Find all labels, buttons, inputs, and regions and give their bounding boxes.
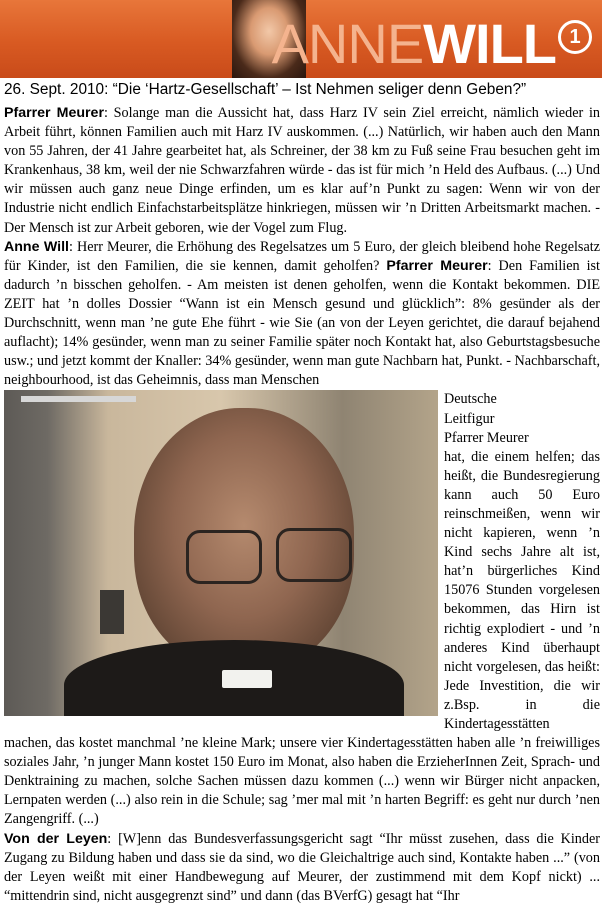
- speaker-label: Anne Will: [4, 238, 69, 255]
- page-title: 26. Sept. 2010: “Die ‘Hartz-Gesellschaft’ – Ist Nehmen seliger denn Geben?”: [4, 81, 527, 98]
- show-logo: ANNEWILL: [271, 12, 556, 75]
- paragraph-text: : Den Familien ist dadurch ’n bisschen geholfen. - Am meisten ist denen geholfen, wenn die Kontakt bekommen. DIE ZEIT hat ’n dolles Dossier “Wann ist ein Mensch gesund und glücklich”: 8% gesünder als der Durchschnitt, wenn man ’ne gute Ehe führt - wie Sie (an von der Leyen gerichtet, die darauf bejahend auflacht); 14% gesünder, wenn man zu seiner Familie später noch Kontakt hat, also Geburtstagsbesuche usw.; und jetzt kommt der Knaller: 34% gesünder, wenn man gute Nachbarn hat, Punkt. - Nachbarschaft, neighbourhood, ist das Geheimnis, dass man Menschen: [4, 257, 600, 389]
- photo-caption: [21, 396, 136, 402]
- speaker-label: Von der Leyen: [4, 830, 108, 847]
- paragraph-meurer-1: [4, 104, 600, 238]
- paragraph-leyen: [4, 830, 600, 906]
- paragraph-text: : Herr Meurer, die Erhöhung des Regelsatzes um 5 Euro, der gleich bleibend hohe Regelsatz für Kinder, ist den Familien, die sie kennen, damit geholfen?: [4, 238, 600, 274]
- photo-glasses: [276, 528, 352, 582]
- photo-clerical-collar: [222, 670, 272, 688]
- paragraph-will: [4, 238, 600, 391]
- paragraph-text: : Solange man die Aussicht hat, dass Harz IV sein Ziel erreicht, nämlich wieder in Arbeit führt, können Familien auch mit Harz IV auskommen. (...) Natürlich, wir haben auch den Mann von 55 Jahren, der 41 Jahre gearbeitet hat, als Schreiner, der 38 km zu Fuß seine Frau besuchen geht im Krankenhaus, 38 km, weil der nie Schwarzfahren würde - das ist für mich ’n Held des Aufbaus. (...) Und wir müssen auch ganz neue Dinge erfinden, um es klar auf’n Punkt zu sagen: Wenn wir von der Industrie nicht endlich Einfachstarbeitsplätze hinkriegen, müssen wir ’n Dritten Arbeitsmarkt machen. - Der Mensch ist zur Arbeit geboren, wie der Vogel zum Flug.: [4, 105, 600, 236]
- show-banner: [0, 0, 602, 78]
- portrait-photo: [4, 390, 438, 716]
- channel-logo-icon: 1: [558, 20, 592, 54]
- transcript-body: Pfarrer Meurer: Solange man die Aussicht hat, dass Harz IV sein Ziel erreicht, nämlich wieder in Arbeit führt, können Familien auch mit Harz IV auskommen. (...) Natürlich, wir haben auch den Mann von 55 Jahren, der 41 Jahre gearbeitet hat, als Schreiner, der 38 km zu Fuß seine Frau besuchen geht im Krankenhaus, 38 km, weil der nie Schwarzfahren würde - das ist für mich ’n Held des Aufbaus. (...) Und wir müssen auch ganz neue Dinge erfinden, um es klar auf’n Punkt zu sagen: Wenn wir von der Industrie nicht endlich Einfachstarbeitsplätze hinkriegen, müssen wir ’n Dritten Arbeitsmarkt machen. - Der Mensch ist zur Arbeit geboren, wie der Vogel zum Flug. Anne Will: Herr Meurer, die Erhöhung des Regelsatzes um 5 Euro, der gleich bleibend hohe Regelsatz für Kinder, ist den Familien, die sie kennen, damit geholfen? Pfarrer Meurer: Den Familien ist dadurch ’n bisschen geholfen. - Am meisten ist denen geholfen, wenn die Kontakt bekommen. DIE ZEIT hat ’n dolles Dossier “Wann ist ein Mensch gesund und glücklich”: 8% gesünder als der Durchschnitt, wenn man ’ne gute Ehe führt - wie Sie (an von der Leyen gerichtet, die darauf bejahend auflacht); 14% gesünder, wenn man zu seiner Familie später noch Kontakt hat, also Geburtstagsbesuche usw.; und jetzt kommt der Knaller: 34% gesünder, wenn man gute Nachbarn hat, Punkt. - Nachbarschaft, neighbourhood, ist das Geheimnis, dass man Menschen Deutsche Leitfigur Pfarrer Meurer hat, die einem helfen; das heißt, die Bundesregierung kann auch 50 Euro reinschmeißen, wenn wir nicht kapieren, wenn ’n Kind sechs Jahre alt ist, hat’n bürgerliches Kind 15076 Stunden vorgelesen bekommen, das Hirn ist richtig explodiert - und ’n anderes Kind überhaupt nicht vorgelesen, das heißt: Jede Investition, die wir z.Bsp. in die Kindertagesstätten machen, das kostet manchmal ’ne kleine Mark; unsere vier Kindertagesstätten haben alle ’n freiwilliges soziales Jahr, ’n junger Mann kostet 150 Euro im Monat, also haben die ErzieherInnen Zeit, Sprach- und Denktraining zu machen, solche Sachen müssen dazu kommen (...) wenn wir Bürger nicht anpacken, Lernpaten werden (...) also rein in die Schule; sag ’mer mal mit ’n harten Begriff: es geht nur durch ’nen Zangengriff. (...) Von der Leyen: [W]enn das Bundesverfassungsgericht sagt “Ihr müsst zusehen, dass die Kinder Zugang zu Bildung haben und dass sie da sind, wo die Gleichaltrige auch sind, Kontakte haben ...” (von der Leyen weißt mit einer Handbewegung auf Meurer, der zustimmend mit dem Kopf nickt) ... “mittendrin sind, nicht ausgegrenzt sind” und dann (das BVerfG) gesagt hat “Ihr: [4, 104, 600, 906]
- photo-window: [100, 590, 124, 634]
- photo-glasses: [186, 530, 262, 584]
- paragraph-text: : [W]enn das Bundesverfassungsgericht sagt “Ihr müsst zusehen, dass die Kinder Zugang zu Bildung haben und dass sie da sind, wo die Gleichaltrige auch sind, Kontakte haben ...” (von der Leyen weißt mit einer Handbewegung auf Meurer, der zustimmend mit dem Kopf nickt) ... “mittendrin sind, nicht ausgegrenzt sind” und dann (das BVerfG) gesagt hat “Ihr: [4, 830, 600, 904]
- speaker-label: Pfarrer Meurer: [4, 105, 104, 121]
- speaker-label: Pfarrer Meurer: [386, 257, 488, 274]
- paragraph-text: hat, die einem helfen; das heißt, die Bundesregierung kann auch 50 Euro reinschmeißen, wenn wir nicht kapieren, wenn ’n Kind sechs Jahre alt ist, hat’n bürgerliches Kind 15076 Stunden vorgelesen bekommen, das Hirn ist richtig explodiert - und ’n anderes Kind überhaupt nicht vorgelesen, das heißt: Jede Investition, die wir z.Bsp. in die Kindertagesstätten machen, das kostet manchmal ’ne kleine Mark; unsere vier Kindertagesstätten haben alle ’n freiwilliges soziales Jahr, ’n junger Mann kostet 150 Euro im Monat, also haben die ErzieherInnen Zeit, Sprach- und Denktraining zu machen, solche Sachen müssen dazu kommen (...) wenn wir Bürger nicht anpacken, Lernpaten werden (...) also rein in die Schule; sag ’mer mal mit ’n harten Begriff: es geht nur durch ’nen Zangengriff. (...): [4, 448, 600, 828]
